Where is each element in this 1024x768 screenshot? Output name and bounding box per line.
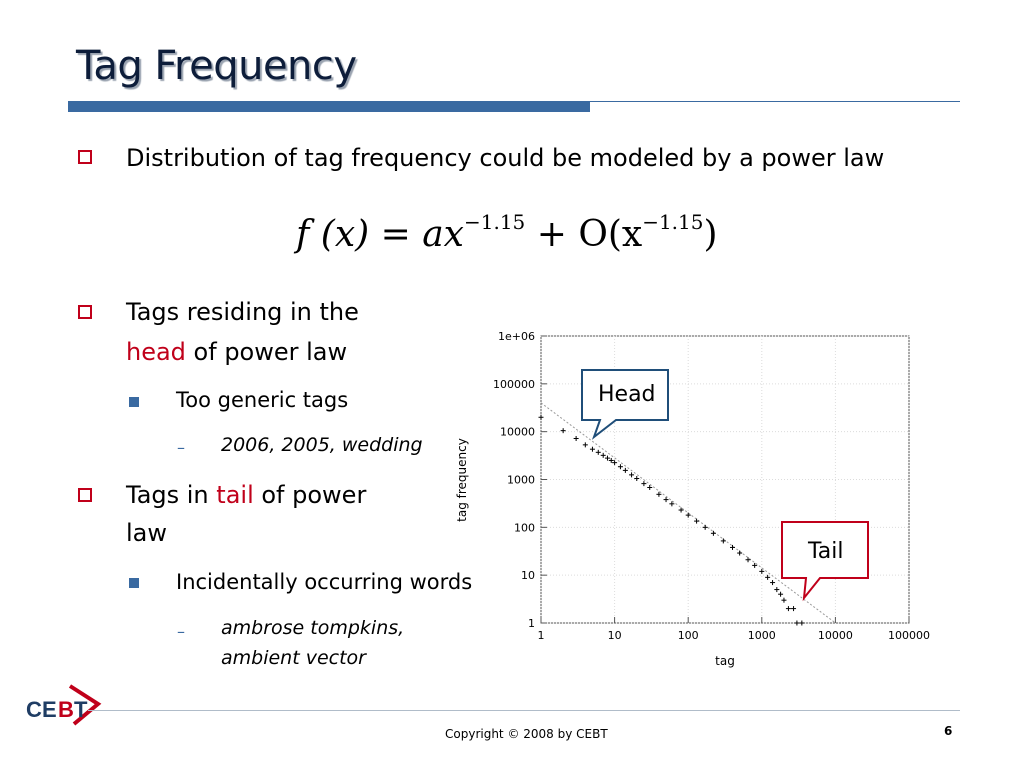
square-bullet-icon	[129, 397, 139, 407]
x-tick-label: 10000	[817, 629, 853, 642]
head-word: head	[126, 338, 186, 366]
bullet-text-head-line1: Tags residing in the	[126, 298, 359, 326]
bullet-box-icon	[78, 150, 92, 164]
y-ticks	[493, 330, 547, 630]
x-tick-label: 1000	[747, 629, 776, 642]
y-tick-label: 1e+06	[498, 330, 535, 343]
svg-text:T: T	[74, 697, 88, 722]
y-tick-label: 1000	[507, 473, 535, 487]
svg-text:E: E	[42, 697, 57, 722]
copyright-text: Copyright © 2008 by CEBT	[445, 727, 608, 741]
slide-title: Tag Frequency	[76, 43, 357, 89]
tail-callout-label: Tail	[808, 539, 844, 564]
bullet-text-head-line2: head of power law	[126, 338, 348, 366]
x-tick-label: 100	[677, 629, 699, 642]
y-tick-label: 100	[514, 521, 535, 535]
example-tail-tags-2: ambient vector	[221, 647, 366, 669]
dash-bullet-icon: –	[177, 622, 185, 641]
page-number: 6	[944, 724, 953, 738]
bullet-text-tail-line1: Tags in tail of power	[126, 481, 367, 509]
x-axis-label: tag	[715, 654, 735, 668]
dash-bullet-icon: –	[177, 438, 185, 457]
y-tick-label: 10	[521, 569, 535, 583]
subbullet-incidental-words: Incidentally occurring words	[176, 570, 473, 594]
y-tick-label: 1	[528, 617, 535, 630]
x-tick-label: 10	[607, 629, 622, 642]
power-law-formula: f $(x) = ax^{-1.15} + O(x^{-1.15})$	[296, 210, 718, 255]
y-tick-label: 100000	[493, 377, 535, 391]
tag-frequency-chart	[450, 322, 950, 674]
title-rule	[68, 101, 590, 112]
square-bullet-icon	[129, 578, 139, 588]
y-tick-label: 10000	[500, 425, 535, 439]
example-tail-tags-1: ambrose tompkins,	[221, 617, 405, 639]
svg-text:C: C	[26, 697, 42, 722]
x-tick-label: 1	[537, 629, 545, 642]
bullet-text-tail-line2: law	[126, 519, 168, 547]
y-axis-label: tag frequency	[455, 438, 469, 522]
bullet-box-icon	[78, 488, 92, 502]
head-callout-label: Head	[598, 382, 656, 407]
x-tick-label: 100000	[888, 629, 930, 642]
footer-rule	[88, 710, 960, 711]
example-generic-tags: 2006, 2005, wedding	[221, 434, 423, 456]
bullet-text-distribution: Distribution of tag frequency could be modeled by a power law	[126, 144, 885, 172]
tail-word: tail	[216, 481, 254, 509]
bullet-box-icon	[78, 305, 92, 319]
title-rule-thin	[590, 101, 960, 102]
svg-text:B: B	[58, 697, 74, 722]
cebt-logo	[22, 682, 104, 728]
subbullet-generic-tags: Too generic tags	[176, 388, 349, 412]
